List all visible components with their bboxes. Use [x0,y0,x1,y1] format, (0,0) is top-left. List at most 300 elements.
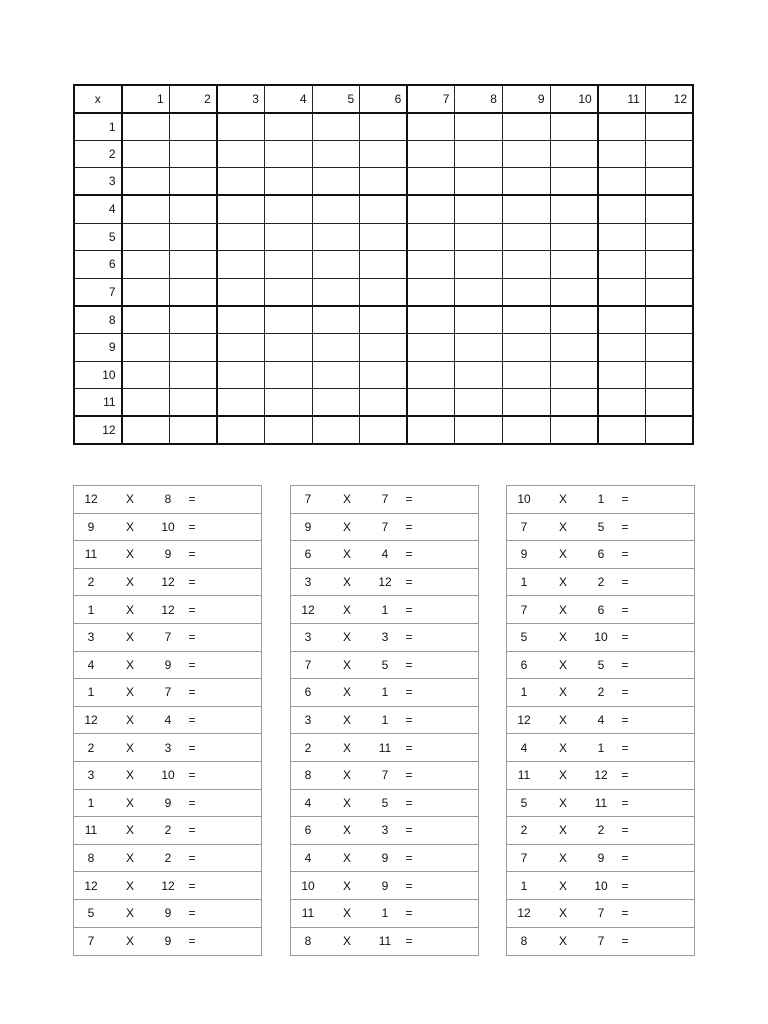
problem-second-factor: 10 [594,878,608,893]
problem-second-factor: 7 [597,906,605,921]
problem-row[interactable] [74,872,261,900]
grid-answer-cell[interactable] [169,223,217,251]
problem-column-3 [506,485,695,956]
problem-first-factor: 3 [304,575,312,590]
problem-first-factor: 3 [304,630,312,645]
problem-row[interactable] [507,707,694,735]
problem-second-factor: 4 [597,713,605,728]
grid-answer-cell[interactable] [502,333,550,361]
grid-answer-cell[interactable] [407,416,455,444]
multiply-sign: X [342,768,351,783]
problem-row[interactable] [507,596,694,624]
equals-sign: = [621,547,629,562]
grid-answer-cell[interactable] [169,416,217,444]
problem-second-factor: 7 [381,519,389,534]
grid-answer-cell[interactable] [502,306,550,334]
multiply-sign: X [558,851,567,866]
grid-answer-cell[interactable] [645,140,693,168]
problem-first-factor: 6 [520,657,528,672]
problem-row[interactable] [291,817,478,845]
grid-answer-cell[interactable] [264,389,312,417]
grid-answer-cell[interactable] [502,389,550,417]
problem-row[interactable] [507,569,694,597]
grid-row [74,278,693,306]
multiply-sign: X [558,630,567,645]
problem-row[interactable] [507,790,694,818]
multiply-sign: X [125,602,134,617]
problem-row[interactable] [74,928,261,956]
problem-row[interactable] [507,679,694,707]
problem-second-factor: 7 [164,630,172,645]
grid-answer-cell[interactable] [217,278,265,306]
grid-answer-cell[interactable] [455,140,503,168]
equals-sign: = [405,878,413,893]
grid-answer-cell[interactable] [264,278,312,306]
grid-answer-cell[interactable] [217,223,265,251]
equals-sign: = [188,547,196,562]
grid-answer-cell[interactable] [502,361,550,389]
grid-answer-cell[interactable] [169,306,217,334]
equals-sign: = [188,934,196,949]
problem-row[interactable] [507,817,694,845]
problem-row[interactable] [291,541,478,569]
grid-answer-cell[interactable] [407,306,455,334]
grid-answer-cell[interactable] [598,389,646,417]
problem-second-factor: 7 [597,934,605,949]
multiply-sign: X [125,713,134,728]
grid-answer-cell[interactable] [360,140,408,168]
problem-row[interactable] [291,900,478,928]
problem-row[interactable] [291,928,478,956]
multiply-sign: X [342,823,351,838]
equals-sign: = [188,492,196,507]
problem-row[interactable] [291,679,478,707]
grid-answer-cell[interactable] [360,223,408,251]
grid-answer-cell[interactable] [598,168,646,196]
problem-row[interactable] [74,679,261,707]
grid-answer-cell[interactable] [217,251,265,279]
equals-sign: = [621,575,629,590]
grid-answer-cell[interactable] [550,223,598,251]
grid-answer-cell[interactable] [455,416,503,444]
grid-answer-cell[interactable] [407,168,455,196]
grid-answer-cell[interactable] [312,223,360,251]
grid-answer-cell[interactable] [598,361,646,389]
problem-second-factor: 2 [164,851,172,866]
problem-first-factor: 4 [304,795,312,810]
multiply-sign: X [125,795,134,810]
grid-answer-cell[interactable] [407,389,455,417]
grid-answer-cell[interactable] [264,416,312,444]
grid-answer-cell[interactable] [312,306,360,334]
grid-answer-cell[interactable] [264,113,312,141]
problem-row[interactable] [74,486,261,514]
problem-row[interactable] [291,762,478,790]
grid-answer-cell[interactable] [598,195,646,223]
grid-answer-cell[interactable] [550,278,598,306]
problem-first-factor: 4 [304,851,312,866]
grid-answer-cell[interactable] [312,333,360,361]
grid-answer-cell[interactable] [312,416,360,444]
problem-row[interactable] [291,652,478,680]
problem-row[interactable] [74,569,261,597]
grid-answer-cell[interactable] [550,195,598,223]
problem-row[interactable] [507,872,694,900]
problem-row[interactable] [507,541,694,569]
grid-answer-cell[interactable] [264,306,312,334]
problem-row[interactable] [74,624,261,652]
grid-answer-cell[interactable] [312,168,360,196]
grid-answer-cell[interactable] [217,416,265,444]
grid-answer-cell[interactable] [407,361,455,389]
grid-answer-cell[interactable] [169,333,217,361]
multiply-sign: X [342,657,351,672]
grid-row-header: 10 [74,361,122,389]
grid-answer-cell[interactable] [455,389,503,417]
grid-answer-cell[interactable] [122,113,170,141]
problem-first-factor: 12 [301,602,315,617]
grid-answer-cell[interactable] [217,306,265,334]
equals-sign: = [405,795,413,810]
grid-answer-cell[interactable] [550,361,598,389]
grid-answer-cell[interactable] [407,113,455,141]
problem-second-factor: 7 [381,492,389,507]
grid-answer-cell[interactable] [455,278,503,306]
problem-first-factor: 1 [87,685,95,700]
problem-row[interactable] [291,790,478,818]
problem-first-factor: 5 [87,906,95,921]
grid-answer-cell[interactable] [360,168,408,196]
grid-answer-cell[interactable] [502,140,550,168]
problem-row[interactable] [507,652,694,680]
equals-sign: = [188,713,196,728]
problem-row[interactable] [74,845,261,873]
grid-answer-cell[interactable] [598,140,646,168]
problem-second-factor: 4 [381,547,389,562]
grid-answer-cell[interactable] [598,278,646,306]
equals-sign: = [621,934,629,949]
problem-second-factor: 8 [164,492,172,507]
grid-answer-cell[interactable] [598,113,646,141]
grid-answer-cell[interactable] [169,195,217,223]
multiply-sign: X [558,934,567,949]
grid-answer-cell[interactable] [645,278,693,306]
grid-answer-cell[interactable] [360,416,408,444]
grid-answer-cell[interactable] [169,278,217,306]
grid-answer-cell[interactable] [264,195,312,223]
grid-answer-cell[interactable] [455,113,503,141]
multiply-sign: X [125,934,134,949]
problem-first-factor: 12 [84,492,98,507]
grid-answer-cell[interactable] [550,113,598,141]
equals-sign: = [188,740,196,755]
grid-answer-cell[interactable] [122,361,170,389]
problem-first-factor: 10 [517,492,531,507]
problem-second-factor: 9 [164,657,172,672]
problem-row[interactable] [291,486,478,514]
grid-answer-cell[interactable] [312,195,360,223]
equals-sign: = [188,823,196,838]
grid-answer-cell[interactable] [407,333,455,361]
grid-answer-cell[interactable] [550,306,598,334]
problem-row[interactable] [74,790,261,818]
problem-second-factor: 11 [594,795,608,810]
grid-row [74,389,693,417]
multiply-sign: X [125,851,134,866]
problem-first-factor: 9 [87,519,95,534]
problem-first-factor: 8 [87,851,95,866]
equals-sign: = [621,519,629,534]
grid-answer-cell[interactable] [645,113,693,141]
grid-answer-cell[interactable] [264,251,312,279]
grid-answer-cell[interactable] [122,195,170,223]
equals-sign: = [188,878,196,893]
problem-first-factor: 12 [84,878,98,893]
grid-row [74,140,693,168]
problem-second-factor: 1 [381,906,389,921]
grid-answer-cell[interactable] [502,251,550,279]
grid-answer-cell[interactable] [407,278,455,306]
problem-row[interactable] [74,707,261,735]
grid-answer-cell[interactable] [217,140,265,168]
problem-second-factor: 10 [161,519,175,534]
grid-row-header: 8 [74,306,122,334]
problem-row[interactable] [291,624,478,652]
grid-answer-cell[interactable] [122,168,170,196]
problem-first-factor: 2 [87,575,95,590]
problem-first-factor: 11 [84,823,98,838]
problem-row[interactable] [507,928,694,956]
problem-second-factor: 5 [597,519,605,534]
multiply-sign: X [558,795,567,810]
grid-answer-cell[interactable] [264,333,312,361]
grid-answer-cell[interactable] [407,195,455,223]
multiply-sign: X [342,630,351,645]
problem-second-factor: 1 [597,740,605,755]
grid-answer-cell[interactable] [502,113,550,141]
problem-row[interactable] [74,541,261,569]
problem-row[interactable] [507,900,694,928]
equals-sign: = [188,795,196,810]
problem-first-factor: 3 [304,713,312,728]
problem-second-factor: 1 [597,492,605,507]
grid-col-header: 1 [122,85,170,113]
grid-answer-cell[interactable] [550,251,598,279]
grid-answer-cell[interactable] [598,306,646,334]
grid-answer-cell[interactable] [360,195,408,223]
grid-answer-cell[interactable] [360,251,408,279]
grid-answer-cell[interactable] [264,140,312,168]
problem-row[interactable] [291,596,478,624]
problem-second-factor: 12 [161,575,175,590]
equals-sign: = [405,602,413,617]
grid-answer-cell[interactable] [550,140,598,168]
grid-answer-cell[interactable] [598,333,646,361]
grid-row [74,251,693,279]
grid-row [74,168,693,196]
grid-answer-cell[interactable] [455,223,503,251]
grid-answer-cell[interactable] [312,140,360,168]
grid-answer-cell[interactable] [407,223,455,251]
grid-answer-cell[interactable] [550,389,598,417]
multiply-sign: X [558,740,567,755]
multiply-sign: X [125,906,134,921]
grid-answer-cell[interactable] [312,278,360,306]
grid-answer-cell[interactable] [360,333,408,361]
grid-answer-cell[interactable] [550,168,598,196]
grid-answer-cell[interactable] [502,168,550,196]
grid-answer-cell[interactable] [169,251,217,279]
grid-answer-cell[interactable] [169,140,217,168]
grid-answer-cell[interactable] [645,251,693,279]
problem-first-factor: 12 [517,713,531,728]
multiply-sign: X [342,547,351,562]
grid-answer-cell[interactable] [645,195,693,223]
grid-answer-cell[interactable] [455,195,503,223]
equals-sign: = [405,492,413,507]
grid-answer-cell[interactable] [360,306,408,334]
grid-answer-cell[interactable] [645,389,693,417]
equals-sign: = [405,519,413,534]
problem-second-factor: 6 [597,547,605,562]
multiply-sign: X [342,492,351,507]
multiply-sign: X [558,685,567,700]
grid-answer-cell[interactable] [360,113,408,141]
grid-answer-cell[interactable] [122,306,170,334]
grid-row [74,113,693,141]
problem-row[interactable] [507,486,694,514]
grid-answer-cell[interactable] [122,416,170,444]
grid-answer-cell[interactable] [312,113,360,141]
problem-row[interactable] [74,817,261,845]
grid-answer-cell[interactable] [122,251,170,279]
grid-answer-cell[interactable] [264,361,312,389]
problem-row[interactable] [291,707,478,735]
grid-answer-cell[interactable] [598,223,646,251]
grid-col-header: 11 [598,85,646,113]
grid-answer-cell[interactable] [312,251,360,279]
grid-answer-cell[interactable] [360,361,408,389]
grid-answer-cell[interactable] [455,361,503,389]
problem-second-factor: 1 [381,602,389,617]
equals-sign: = [621,657,629,672]
grid-answer-cell[interactable] [169,113,217,141]
problem-first-factor: 4 [87,657,95,672]
problem-first-factor: 8 [304,934,312,949]
grid-answer-cell[interactable] [645,416,693,444]
grid-answer-cell[interactable] [169,361,217,389]
problem-row[interactable] [507,762,694,790]
problem-row[interactable] [291,845,478,873]
grid-answer-cell[interactable] [312,361,360,389]
problem-first-factor: 2 [304,740,312,755]
grid-row-header: 11 [74,389,122,417]
grid-answer-cell[interactable] [502,223,550,251]
grid-answer-cell[interactable] [122,223,170,251]
problem-row[interactable] [74,900,261,928]
grid-answer-cell[interactable] [550,416,598,444]
problem-row[interactable] [507,624,694,652]
problem-row[interactable] [291,569,478,597]
grid-answer-cell[interactable] [312,389,360,417]
grid-answer-cell[interactable] [407,251,455,279]
equals-sign: = [621,795,629,810]
problem-row[interactable] [291,872,478,900]
grid-corner-label: x [74,85,122,113]
grid-answer-cell[interactable] [407,140,455,168]
grid-answer-cell[interactable] [645,361,693,389]
equals-sign: = [405,713,413,728]
equals-sign: = [405,906,413,921]
grid-answer-cell[interactable] [217,333,265,361]
grid-answer-cell[interactable] [502,416,550,444]
grid-answer-cell[interactable] [455,333,503,361]
grid-answer-cell[interactable] [598,251,646,279]
problem-first-factor: 1 [87,602,95,617]
grid-answer-cell[interactable] [550,333,598,361]
grid-answer-cell[interactable] [264,168,312,196]
grid-answer-cell[interactable] [264,223,312,251]
grid-answer-cell[interactable] [455,306,503,334]
grid-answer-cell[interactable] [598,416,646,444]
grid-answer-cell[interactable] [502,195,550,223]
grid-answer-cell[interactable] [217,389,265,417]
problem-first-factor: 7 [520,519,528,534]
problem-first-factor: 2 [520,823,528,838]
multiply-sign: X [342,906,351,921]
grid-answer-cell[interactable] [169,168,217,196]
problem-row[interactable] [291,734,478,762]
problem-row[interactable] [74,652,261,680]
grid-answer-cell[interactable] [645,168,693,196]
problem-row[interactable] [74,762,261,790]
problem-second-factor: 9 [164,934,172,949]
grid-answer-cell[interactable] [645,223,693,251]
problem-second-factor: 4 [164,713,172,728]
grid-answer-cell[interactable] [122,389,170,417]
grid-answer-cell[interactable] [217,361,265,389]
grid-answer-cell[interactable] [645,333,693,361]
grid-answer-cell[interactable] [502,278,550,306]
equals-sign: = [621,630,629,645]
grid-answer-cell[interactable] [455,168,503,196]
multiply-sign: X [342,795,351,810]
grid-answer-cell[interactable] [455,251,503,279]
grid-answer-cell[interactable] [217,113,265,141]
problem-row[interactable] [291,514,478,542]
problem-row[interactable] [507,514,694,542]
problem-second-factor: 12 [161,878,175,893]
grid-answer-cell[interactable] [122,333,170,361]
problem-row[interactable] [507,734,694,762]
grid-answer-cell[interactable] [122,278,170,306]
grid-answer-cell[interactable] [360,278,408,306]
grid-answer-cell[interactable] [360,389,408,417]
problem-row[interactable] [507,845,694,873]
problem-first-factor: 3 [87,630,95,645]
grid-answer-cell[interactable] [217,195,265,223]
grid-col-header: 4 [264,85,312,113]
grid-answer-cell[interactable] [217,168,265,196]
problem-row[interactable] [74,596,261,624]
equals-sign: = [188,851,196,866]
grid-answer-cell[interactable] [122,140,170,168]
grid-answer-cell[interactable] [645,306,693,334]
problem-row[interactable] [74,514,261,542]
equals-sign: = [621,851,629,866]
problem-row[interactable] [74,734,261,762]
grid-answer-cell[interactable] [169,389,217,417]
